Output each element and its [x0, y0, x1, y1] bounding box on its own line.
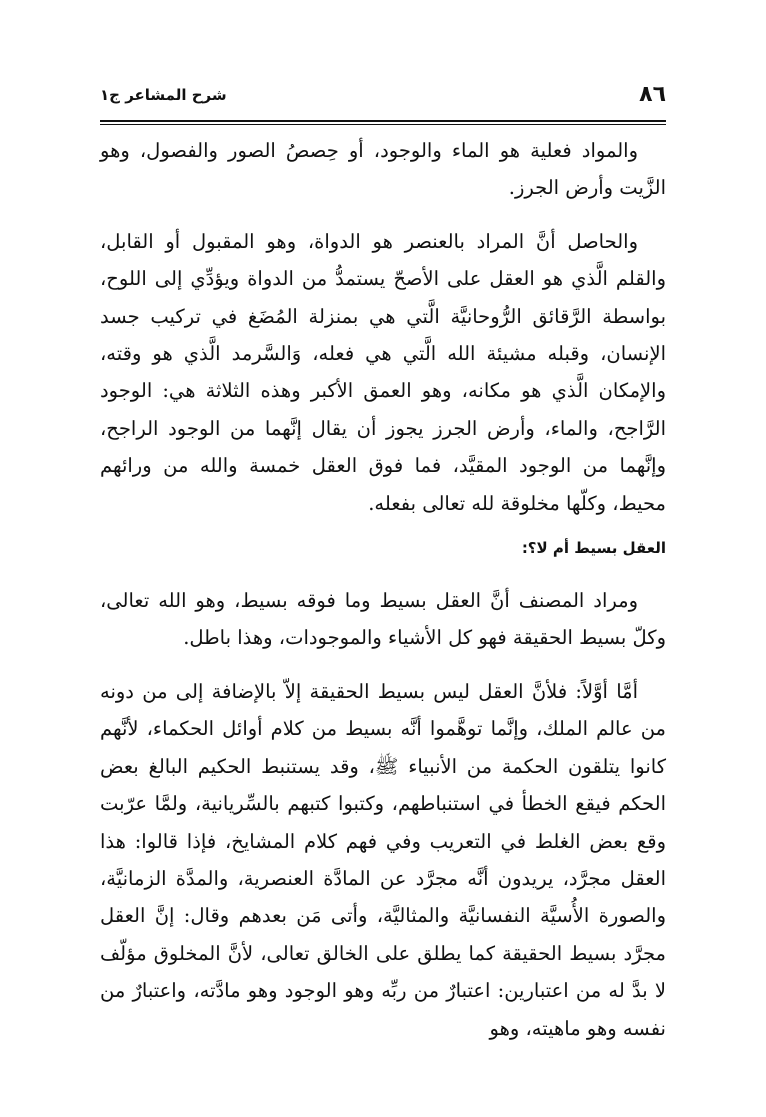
page-header	[100, 82, 666, 112]
page-body	[100, 132, 666, 1047]
paragraph: والحاصل أنَّ المراد بالعنصر هو الدواة، وهو المقبول أو القابل، والقلم الَّذي هو العقل على الأصحّ يستمدُّ من الدواة ويؤدِّي إلى اللوح، بواسطة الرَّقائق الرُّوحانيَّة الَّتي هي بمنزلة المُضَغ في تركيب جسد الإنسان، وقبله مشيئة الله الَّتي هي فعله، وَالسَّرمد الَّذي هو وقته، والإمكان الَّذي هو مكانه، وهو العمق الأكبر وهذه الثلاثة هي: الوجود الرَّاجح، والماء، وأرض الجرز يجوز أن يقال إنَّهما من الوجود الراجح، وإنَّهما من الوجود المقيَّد، فما فوق العقل خمسة والله من ورائهم محيط، وكلّها مخلوقة لله تعالى بفعله.	[100, 229, 666, 515]
paragraph: والمواد فعلية هو الماء والوجود، أو حِصصُ الصور والفصول، وهو الزَّيت وأرض الجرز.	[100, 139, 666, 200]
header-divider	[100, 120, 666, 125]
running-title: شرح المشاعر ج١	[100, 86, 227, 104]
paragraph: أمَّا أوَّلاً: فلأنَّ العقل ليس بسيط الحقيقة إلاّ بالإضافة إلى من دونه من عالم الملك، وإنَّما توهَّموا أنَّه بسيط من كلام أوائل الحكماء، لأنَّهم كانوا يتلقون الحكمة من الأنبياء ﷺ، وقد يستنبط الحكيم البالغ بعض الحكم فيقع الخطأ في استنباطهم، وكتبوا كتبهم بالسِّريانية، ولمَّا عرّبت وقع بعض الغلط في التعريب وفي فهم كلام المشايخ، فإذا قالوا: هذا العقل مجرَّد، يريدون أنَّه مجرَّد عن المادَّة العنصرية، والمدَّة الزمانيَّة، والصورة الأُسيَّة النفسانيَّة والمثاليَّة، وأتى مَن بعدهم وقال: إنَّ العقل مجرَّد بسيط الحقيقة كما يطلق على الخالق تعالى، لأنَّ المخلوق مؤلّف لا بدَّ له من اعتبارين: اعتبارٌ من ربِّه وهو الوجود وهو مادَّته، واعتبارٌ من نفسه وهو ماهيته، وهو	[100, 679, 666, 1040]
page-number: ٨٦	[639, 82, 666, 107]
paragraph: ومراد المصنف أنَّ العقل بسيط وما فوقه بسيط، وهو الله تعالى، وكلّ بسيط الحقيقة فهو كل الأشياء والموجودات، وهذا باطل.	[100, 589, 666, 650]
section-heading: العقل بسيط أم لا؟:	[521, 539, 666, 558]
